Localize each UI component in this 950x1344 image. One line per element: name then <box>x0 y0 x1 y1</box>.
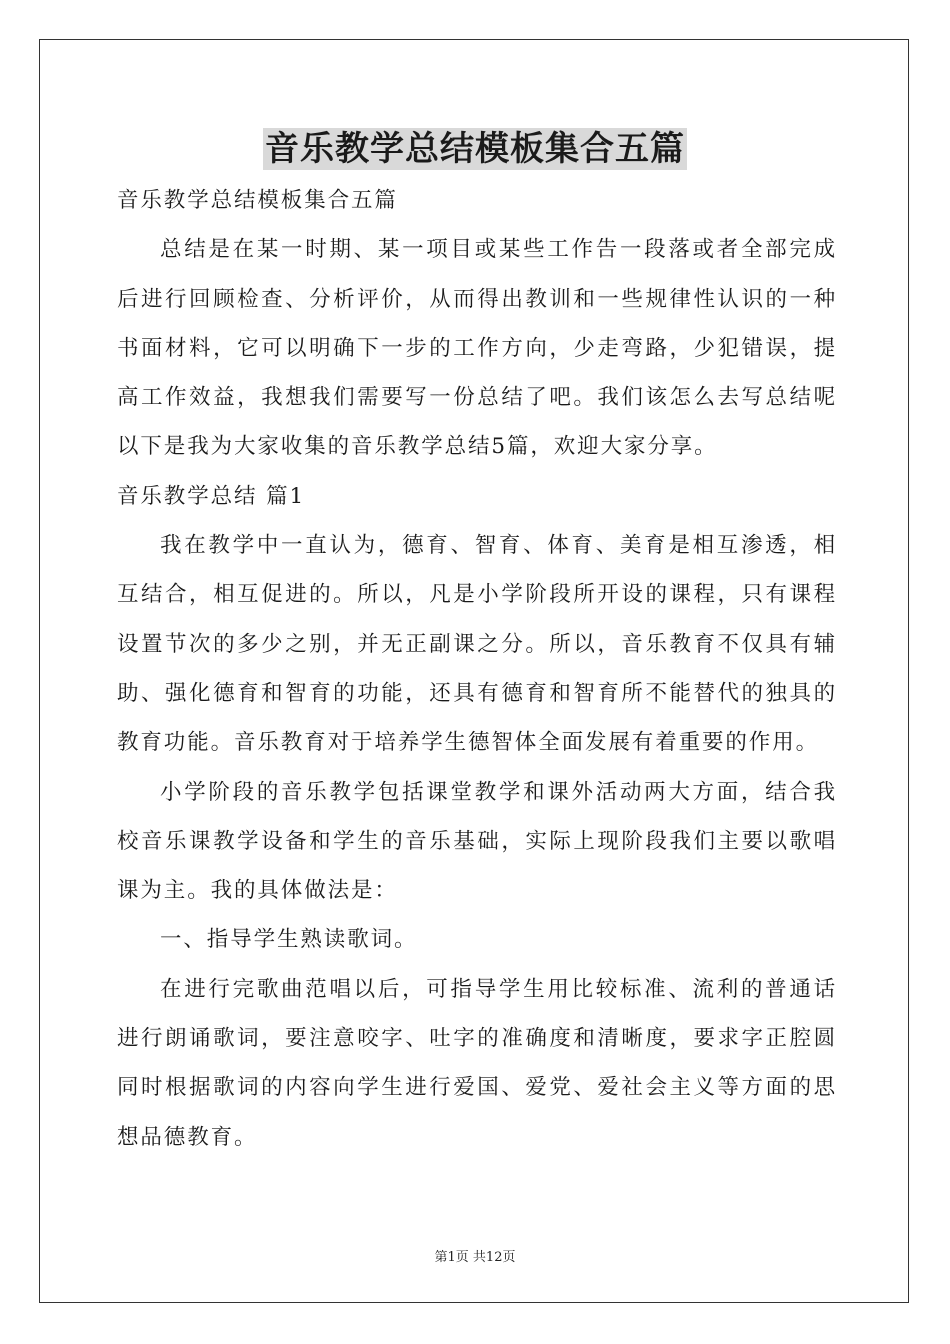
title-container <box>0 128 950 170</box>
paragraph: 音乐教学总结模板集合五篇 <box>117 188 398 213</box>
document-body <box>117 176 837 1162</box>
paragraph: 我在教学中一直认为，德育、智育、体育、美育是相互渗透，相互结合，相互促进的。所以，凡是小学阶段所开设的课程，只有课程设置节次的多少之别，并无正副课之分。所以，音乐教育不仅具有辅助、强化德育和智育的功能，还具有德育和智育所不能替代的独具的教育功能。音乐教育对于培养学生德智体全面发展有着重要的作用。 <box>117 533 837 756</box>
paragraph: 在进行完歌曲范唱以后，可指导学生用比较标准、流利的普通话进行朗诵歌词，要注意咬字、吐字的准确度和清晰度，要求字正腔圆同时根据歌词的内容向学生进行爱国、爱党、爱社会主义等方面的思想品德教育。 <box>117 976 837 1150</box>
section-heading: 音乐教学总结 篇1 <box>117 483 306 509</box>
page-footer: 第1页 共12页 <box>434 1250 516 1265</box>
document-title: 音乐教学总结模板集合五篇 <box>265 129 685 169</box>
paragraph: 一、指导学生熟读歌词。 <box>160 927 418 953</box>
paragraph: 总结是在某一时期、某一项目或某些工作告一段落或者全部完成后进行回顾检查、分析评价，从而得出教训和一些规律性认识的一种书面材料，它可以明确下一步的工作方向，少走弯路，少犯错误，提高工作效益，我想我们需要写一份总结了吧。我们该怎么去写总结呢以下是我为大家收集的音乐教学总结5篇，欢迎大家分享。 <box>117 237 837 460</box>
paragraph: 小学阶段的音乐教学包括课堂教学和课外活动两大方面，结合我校音乐课教学设备和学生的音乐基础，实际上现阶段我们主要以歌唱课为主。我的具体做法是： <box>117 779 837 904</box>
